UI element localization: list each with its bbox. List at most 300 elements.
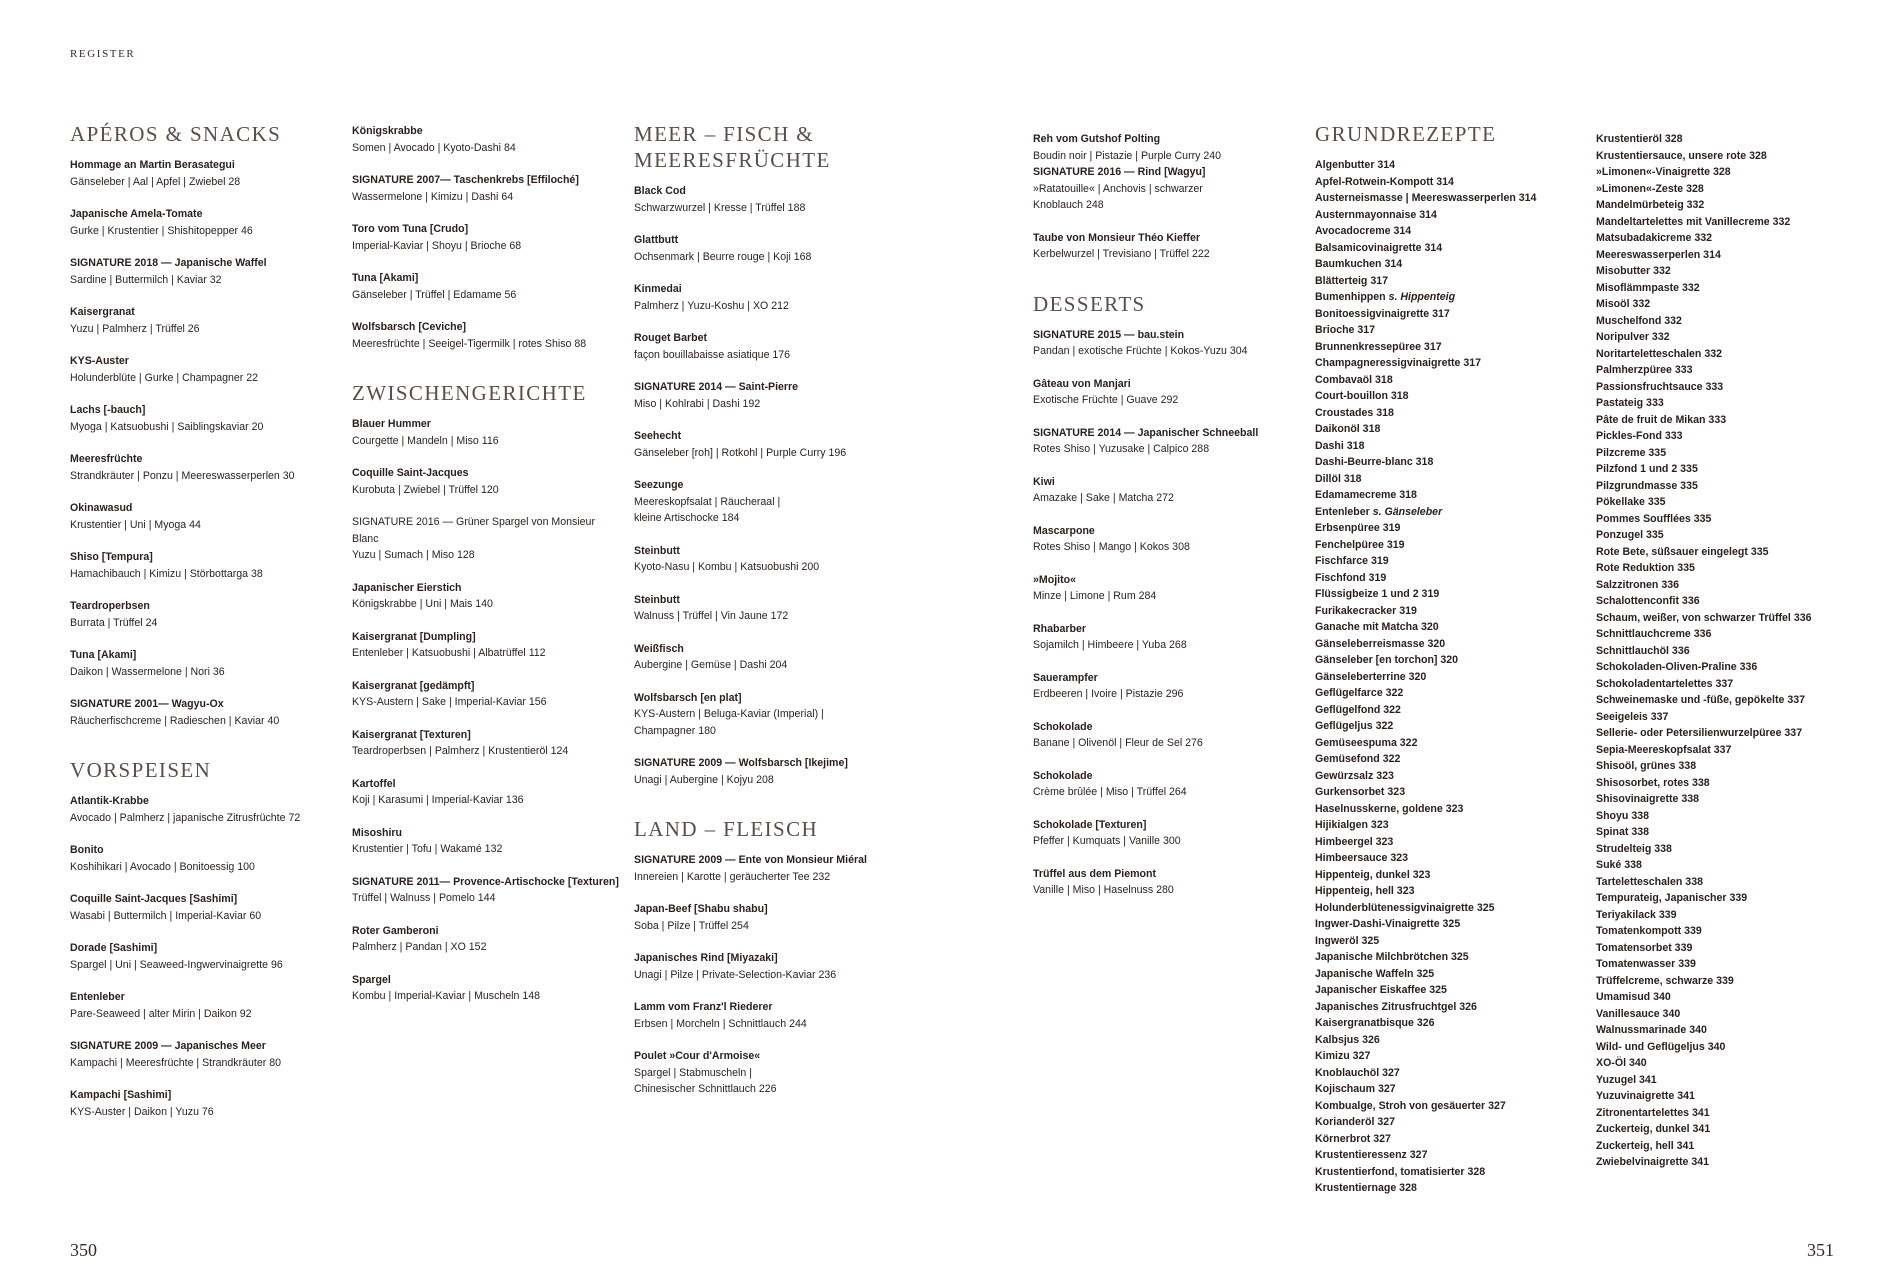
section-gap <box>1033 279 1305 291</box>
recipe-list-item: Himbeersauce 323 <box>1315 852 1409 864</box>
entry-ingredients: Koji | Karasumi | Imperial-Kaviar 136 <box>352 794 524 806</box>
entry-ingredients: Räucherfischcreme | Radieschen | Kaviar 40 <box>70 714 280 727</box>
recipe-list-item: Yuzuvinaigrette 341 <box>1596 1090 1695 1102</box>
recipe-list-item: Hippenteig, dunkel 323 <box>1315 868 1431 881</box>
recipe-list-item: Mandeltartelettes mit Vanillecreme 332 <box>1596 215 1791 228</box>
recipe-list-item: Kaisergranatbisque 326 <box>1315 1017 1435 1029</box>
entry-ingredients: Erbsen | Morcheln | Schnittlauch 244 <box>634 1017 807 1030</box>
recipe-list-item: Krustentiersauce, unsere rote 328 <box>1596 149 1767 162</box>
entry-ingredients: Vanille | Miso | Haselnuss 280 <box>1033 884 1174 896</box>
index-entry <box>634 852 906 885</box>
recipe-list-item: Croustades 318 <box>1315 406 1394 419</box>
recipe-list-item: Geflügelfond 322 <box>1315 703 1401 716</box>
section-gap <box>70 745 342 757</box>
entry-ingredients: Daikon | Wassermelone | Nori 36 <box>70 665 225 678</box>
entry-title: Toro vom Tuna [Crudo] <box>352 223 469 235</box>
index-entry <box>70 647 342 680</box>
recipe-list-item: Rote Bete, süßsauer eingelegt 335 <box>1596 545 1769 558</box>
recipe-list-item: Schokoladen-Oliven-Praline 336 <box>1596 661 1758 673</box>
entry-ingredients: Yuzu | Sumach | Miso 128 <box>352 549 475 561</box>
entry-title: Atlantik-Krabbe <box>70 795 149 807</box>
recipe-list-item: Noritarteletteschalen 332 <box>1596 347 1723 360</box>
recipe-list-item: Misobutter 332 <box>1596 265 1671 277</box>
entry-ingredients: KYS-Austern | Beluga-Kaviar (Imperial) | <box>634 708 824 720</box>
entry-ingredients: Pfeffer | Kumquats | Vanille 300 <box>1033 835 1181 847</box>
entry-title: Kaisergranat [Dumpling] <box>352 630 476 643</box>
entry-title: Poulet »Cour d'Armoise« <box>634 1050 761 1062</box>
entry-title: SIGNATURE 2009 — Wolfsbarsch [Ikejime] <box>634 757 848 769</box>
entry-ingredients: Walnuss | Trüffel | Vin Jaune 172 <box>634 610 789 622</box>
index-entry <box>634 592 906 625</box>
entry-ingredients: Schwarzwurzel | Kresse | Trüffel 188 <box>634 201 806 214</box>
section-title: MEER – FISCH & MEERESFRÜCHTE <box>634 122 831 172</box>
entry-title: Trüffel aus dem Piemont <box>1033 867 1157 880</box>
recipe-list-item: Tomatenwasser 339 <box>1596 958 1696 970</box>
entry-title: SIGNATURE 2014 — Japanischer Schneeball <box>1033 426 1259 439</box>
index-entry <box>70 304 342 337</box>
entry-title: Spargel <box>352 973 391 986</box>
recipe-list-item: Pickles-Fond 333 <box>1596 430 1683 442</box>
recipe-list-item: Fischfond 319 <box>1315 571 1387 584</box>
recipe-list-item: Austernmayonnaise 314 <box>1315 208 1437 221</box>
recipe-list-item: Sepia-Meereskopfsalat 337 <box>1596 743 1732 756</box>
recipe-list-item: Geflügeljus 322 <box>1315 720 1394 732</box>
entry-title: Coquille Saint-Jacques <box>352 467 469 479</box>
recipe-list-item: Sellerie- oder Petersilienwurzelpüree 337 <box>1596 727 1803 739</box>
index-entry <box>1033 817 1305 850</box>
index-entry <box>634 428 906 461</box>
recipe-list-item: Dashi-Beurre-blanc 318 <box>1315 456 1434 468</box>
recipe-list-item: Misoflämmpaste 332 <box>1596 281 1700 294</box>
index-entry <box>634 901 906 934</box>
index-entry <box>352 825 624 858</box>
recipe-list-item: Dillöl 318 <box>1315 472 1362 485</box>
index-column-1 <box>70 121 342 1136</box>
entry-title: Japan-Beef [Shabu shabu] <box>634 903 768 915</box>
index-entry <box>352 629 624 662</box>
index-column-6 <box>1596 131 1868 1171</box>
index-entry <box>1033 670 1305 703</box>
entry-title: Schokolade <box>1033 769 1093 782</box>
entry-ingredients: Trüffel | Walnuss | Pomelo 144 <box>352 892 496 904</box>
index-entry <box>352 727 624 760</box>
entry-title: Misoshiru <box>352 826 403 839</box>
section-title: APÉROS & SNACKS <box>70 122 282 146</box>
entry-ingredients: façon bouillabaisse asiatique 176 <box>634 348 791 361</box>
index-entry <box>1033 327 1305 360</box>
entry-ingredients: Kampachi | Meeresfrüchte | Strandkräuter 80 <box>70 1056 282 1069</box>
recipe-list-item: Himbeergel 323 <box>1315 835 1394 848</box>
entry-ingredients: Aubergine | Gemüse | Dashi 204 <box>634 659 788 671</box>
entry-ingredients: Palmherz | Yuzu-Koshu | XO 212 <box>634 299 789 312</box>
section-title: GRUNDREZEPTE <box>1315 122 1497 146</box>
recipe-list-item: Tempurateig, Japanischer 339 <box>1596 892 1748 904</box>
entry-title: Steinbutt <box>634 544 680 557</box>
index-entry <box>70 549 342 582</box>
entry-ingredients: KYS-Auster | Daikon | Yuzu 76 <box>70 1105 214 1118</box>
entry-title: Meeresfrüchte <box>70 453 143 465</box>
entry-title: Mascarpone <box>1033 524 1095 537</box>
recipe-list-item: Gurkensorbet 323 <box>1315 786 1406 798</box>
section-title: ZWISCHENGERICHTE <box>352 381 587 405</box>
entry-ingredients: Entenleber | Katsuobushi | Albatrüffel 112 <box>352 647 546 659</box>
recipe-list-item: Algenbutter 314 <box>1315 159 1396 171</box>
index-column-3 <box>634 121 906 1114</box>
entry-title: Wolfsbarsch [en plat] <box>634 691 742 704</box>
recipe-list-item: Palmherzpüree 333 <box>1596 364 1693 376</box>
recipe-list-item: Champagneressigvinaigrette 317 <box>1315 357 1482 369</box>
recipe-list-item: Matsubadakicreme 332 <box>1596 232 1713 244</box>
entry-title: Kaisergranat <box>70 306 135 318</box>
recipe-list-item: Gänseleberterrine 320 <box>1315 670 1427 683</box>
entry-ingredients: Crème brûlée | Miso | Trüffel 264 <box>1033 786 1187 798</box>
entry-title: Blauer Hummer <box>352 418 431 430</box>
index-entry <box>634 641 906 674</box>
entry-title: Kaisergranat [Texturen] <box>352 728 471 741</box>
index-entry <box>70 793 342 826</box>
entry-ingredients: Gänseleber | Aal | Apfel | Zwiebel 28 <box>70 175 241 188</box>
recipe-list <box>1596 131 1868 1171</box>
index-entry <box>352 678 624 711</box>
entry-ingredients: Innereien | Karotte | geräucherter Tee 232 <box>634 870 831 883</box>
entry-title: Lachs [-bauch] <box>70 404 146 416</box>
entry-title: Königskrabbe <box>352 125 423 137</box>
entry-ingredients: Pandan | exotische Früchte | Kokos-Yuzu 304 <box>1033 345 1248 357</box>
page-number-left: 350 <box>70 1240 97 1260</box>
entry-ingredients: Banane | Olivenöl | Fleur de Sel 276 <box>1033 737 1203 749</box>
recipe-list-item: Avocadocreme 314 <box>1315 225 1412 237</box>
section-gap <box>634 804 906 816</box>
recipe-list-item: Erbsenpüree 319 <box>1315 522 1401 534</box>
index-entry <box>70 500 342 533</box>
entry-title: Dorade [Sashimi] <box>70 942 158 954</box>
recipe-list-item: Gänseleber [en torchon] 320 <box>1315 654 1459 666</box>
index-entry <box>634 281 906 314</box>
recipe-list <box>1315 157 1587 1197</box>
recipe-list-item: Ingweröl 325 <box>1315 934 1380 947</box>
entry-ingredients: Krustentier | Tofu | Wakamé 132 <box>352 843 503 855</box>
entry-title: Lamm vom Franz'l Riederer <box>634 1001 773 1013</box>
entry-ingredients: Boudin noir | Pistazie | Purple Curry 240 <box>1033 149 1222 162</box>
recipe-list-item: Kombualge, Stroh von gesäuerter 327 <box>1315 1099 1506 1112</box>
entry-ingredients: Yuzu | Palmherz | Trüffel 26 <box>70 322 200 335</box>
entry-ingredients: Koshihikari | Avocado | Bonitoessig 100 <box>70 860 255 873</box>
recipe-list-item: Shisoöl, grünes 338 <box>1596 760 1697 772</box>
recipe-list-item: Blätterteig 317 <box>1315 274 1389 287</box>
recipe-list-item: Japanischer Eiskaffee 325 <box>1315 984 1447 996</box>
entry-title: Japanischer Eierstich <box>352 581 462 594</box>
recipe-list-item: Pâte de fruit de Mikan 333 <box>1596 413 1727 426</box>
entry-title: Kiwi <box>1033 475 1055 488</box>
entry-title: Taube von Monsieur Théo Kieffer <box>1033 231 1200 244</box>
recipe-list-item: XO-Öl 340 <box>1596 1057 1647 1069</box>
entry-ingredients: Spargel | Stabmuscheln | <box>634 1066 752 1079</box>
recipe-list-item: »Limonen«-Zeste 328 <box>1596 182 1704 195</box>
entry-title: Tuna [Akami] <box>70 649 137 661</box>
entry-title: Seezunge <box>634 479 684 491</box>
recipe-list-item: Bumenhippen s. Hippenteig <box>1315 291 1456 303</box>
recipe-list-item: Vanillesauce 340 <box>1596 1007 1681 1020</box>
recipe-list-item: Pilzcreme 335 <box>1596 446 1667 459</box>
entry-ingredients: Holunderblüte | Gurke | Champagner 22 <box>70 371 259 384</box>
recipe-list-item: Spinat 338 <box>1596 826 1649 838</box>
entry-title: Seehecht <box>634 430 682 442</box>
recipe-list-item: Walnussmarinade 340 <box>1596 1024 1707 1036</box>
index-entry <box>1033 376 1305 409</box>
entry-title: Japanisches Rind [Miyazaki] <box>634 952 778 964</box>
entry-ingredients: Hamachibauch | Kimizu | Störbottarga 38 <box>70 567 263 580</box>
entry-title: KYS-Auster <box>70 355 129 367</box>
recipe-list-item: Balsamicovinaigrette 314 <box>1315 241 1443 254</box>
recipe-list-item: Knoblauchöl 327 <box>1315 1066 1400 1079</box>
entry-title: Roter Gamberoni <box>352 924 439 937</box>
entry-title: Schokolade <box>1033 720 1093 733</box>
recipe-list-item: Yuzugel 341 <box>1596 1073 1657 1086</box>
entry-ingredients: Kurobuta | Zwiebel | Trüffel 120 <box>352 483 499 496</box>
index-entry <box>1033 425 1305 458</box>
entry-ingredients: Kyoto-Nasu | Kombu | Katsuobushi 200 <box>634 561 820 573</box>
entry-title: SIGNATURE 2009 — Ente von Monsieur Miéral <box>634 854 867 866</box>
recipe-list-item: Edamamecreme 318 <box>1315 489 1417 501</box>
index-entry <box>634 690 906 740</box>
index-entry <box>352 580 624 613</box>
index-entry <box>70 891 342 924</box>
entry-ingredients: Champagner 180 <box>634 724 716 737</box>
index-entry <box>634 755 906 788</box>
entry-ingredients: Kombu | Imperial-Kaviar | Muscheln 148 <box>352 990 541 1002</box>
index-entry <box>70 1038 342 1071</box>
index-entry <box>70 940 342 973</box>
index-entry <box>70 696 342 729</box>
entry-ingredients: kleine Artischocke 184 <box>634 512 740 524</box>
recipe-list-item: Zuckerteig, hell 341 <box>1596 1139 1695 1152</box>
entry-title: SIGNATURE 2011— Provence-Artischocke [Texturen] <box>352 875 619 888</box>
recipe-list-item: Pommes Soufflées 335 <box>1596 512 1712 525</box>
recipe-list-item: Krustentiernage 328 <box>1315 1182 1417 1194</box>
index-entry <box>352 270 624 303</box>
index-entry <box>70 206 342 239</box>
entry-ingredients: Meereskopfsalat | Räucheraal | <box>634 495 781 508</box>
entry-title: Kaisergranat [gedämpft] <box>352 679 475 692</box>
section-title: LAND – FLEISCH <box>634 817 819 841</box>
index-entry <box>634 950 906 983</box>
index-entry <box>634 379 906 412</box>
entry-title: SIGNATURE 2001— Wagyu-Ox <box>70 698 224 710</box>
recipe-list-item: Gewürzsalz 323 <box>1315 769 1394 782</box>
recipe-list-item: Japanische Milchbrötchen 325 <box>1315 951 1469 963</box>
entry-ingredients: Knoblauch 248 <box>1033 199 1104 211</box>
index-entry <box>1033 230 1305 263</box>
index-entry <box>1033 131 1305 214</box>
entry-ingredients: Wasabi | Buttermilch | Imperial-Kaviar 60 <box>70 909 262 922</box>
entry-title: Kampachi [Sashimi] <box>70 1089 172 1101</box>
index-entry <box>634 183 906 216</box>
index-entry <box>352 972 624 1005</box>
recipe-list-item: Schnittlauchcreme 336 <box>1596 628 1712 640</box>
index-column-2 <box>352 123 624 1021</box>
entry-title: Kartoffel <box>352 777 396 790</box>
recipe-list-item: Shoyu 338 <box>1596 809 1649 822</box>
entry-ingredients: KYS-Austern | Sake | Imperial-Kaviar 156 <box>352 696 547 708</box>
index-entry <box>1033 474 1305 507</box>
index-entry <box>1033 523 1305 556</box>
index-entry <box>70 255 342 288</box>
entry-ingredients: Rotes Shiso | Yuzusake | Calpico 288 <box>1033 443 1210 455</box>
recipe-list-item: Mandelmürbeteig 332 <box>1596 199 1705 211</box>
entry-ingredients: Teardroperbsen | Palmherz | Krustentieröl 124 <box>352 745 569 757</box>
entry-title: SIGNATURE 2007— Taschenkrebs [Effiloché] <box>352 174 579 186</box>
recipe-list-item: Trüffelcreme, schwarze 339 <box>1596 974 1734 987</box>
recipe-list-item: Misoöl 332 <box>1596 298 1651 310</box>
index-entry <box>352 776 624 809</box>
recipe-list-item: Tarteletteschalen 338 <box>1596 875 1703 888</box>
page-number-right: 351 <box>1807 1240 1834 1260</box>
index-entry <box>352 416 624 449</box>
entry-ingredients: Sojamilch | Himbeere | Yuba 268 <box>1033 639 1187 651</box>
recipe-list-item: Baumkuchen 314 <box>1315 258 1403 270</box>
index-entry <box>70 353 342 386</box>
entry-title: SIGNATURE 2018 — Japanische Waffel <box>70 257 267 269</box>
recipe-list-item: Schalottenconfit 336 <box>1596 595 1700 607</box>
index-entry <box>70 1087 342 1120</box>
entry-ingredients: Burrata | Trüffel 24 <box>70 616 158 629</box>
recipe-list-item: Krustentierfond, tomatisierter 328 <box>1315 1165 1486 1178</box>
index-entry <box>70 451 342 484</box>
entry-ingredients: Avocado | Palmherz | japanische Zitrusfrüchte 72 <box>70 811 301 824</box>
running-head: REGISTER <box>70 48 136 60</box>
index-entry <box>352 465 624 498</box>
index-entry <box>352 514 624 564</box>
index-entry <box>1033 719 1305 752</box>
entry-title: Wolfsbarsch [Ceviche] <box>352 321 467 333</box>
recipe-list-item: Ganache mit Matcha 320 <box>1315 621 1439 633</box>
entry-ingredients: Chinesischer Schnittlauch 226 <box>634 1083 777 1095</box>
entry-title: Coquille Saint-Jacques [Sashimi] <box>70 893 238 905</box>
entry-ingredients: Minze | Limone | Rum 284 <box>1033 590 1157 602</box>
entry-title: Japanische Amela-Tomate <box>70 208 203 220</box>
recipe-list-item: Schweinemaske und -füße, gepökelte 337 <box>1596 694 1805 706</box>
recipe-list-item: Pilzgrundmasse 335 <box>1596 479 1698 492</box>
recipe-list-item: Fischfarce 319 <box>1315 555 1389 567</box>
entry-ingredients: Kerbelwurzel | Trevisiano | Trüffel 222 <box>1033 248 1210 260</box>
recipe-list-item: Krustentieröl 328 <box>1596 133 1683 145</box>
recipe-list-item: Holunderblütenessigvinaigrette 325 <box>1315 901 1495 914</box>
entry-title: SIGNATURE 2014 — Saint-Pierre <box>634 381 799 393</box>
entry-title: Black Cod <box>634 185 686 197</box>
recipe-list-item: Bonitoessigvinaigrette 317 <box>1315 307 1450 320</box>
entry-ingredients: Wassermelone | Kimizu | Dashi 64 <box>352 190 514 203</box>
index-entry <box>1033 866 1305 899</box>
index-entry <box>634 543 906 576</box>
recipe-list-item: Wild- und Geflügeljus 340 <box>1596 1040 1726 1053</box>
index-entry <box>70 842 342 875</box>
index-entry <box>352 923 624 956</box>
entry-ingredients: Meeresfrüchte | Seeigel-Tigermilk | rotes Shiso 88 <box>352 337 587 350</box>
entry-ingredients: »Ratatouille« | Anchovis | schwarzer <box>1033 182 1203 195</box>
entry-ingredients: Exotische Früchte | Guave 292 <box>1033 394 1179 406</box>
section-gap <box>352 368 624 380</box>
entry-title: Sauerampfer <box>1033 671 1098 684</box>
entry-ingredients: Courgette | Mandeln | Miso 116 <box>352 434 499 447</box>
index-entry <box>1033 572 1305 605</box>
recipe-list-item: Zuckerteig, dunkel 341 <box>1596 1123 1711 1135</box>
index-entry <box>634 232 906 265</box>
entry-ingredients: Rotes Shiso | Mango | Kokos 308 <box>1033 541 1190 553</box>
entry-ingredients: Imperial-Kaviar | Shoyu | Brioche 68 <box>352 239 522 252</box>
recipe-list-item: Pastateig 333 <box>1596 397 1664 409</box>
recipe-list-item: Noripulver 332 <box>1596 331 1670 343</box>
recipe-list-item: Tomatensorbet 339 <box>1596 941 1693 954</box>
entry-title: SIGNATURE 2015 — bau.stein <box>1033 328 1185 341</box>
entry-ingredients: Soba | Pilze | Trüffel 254 <box>634 919 749 932</box>
index-entry <box>634 1048 906 1098</box>
recipe-list-item: Pilzfond 1 und 2 335 <box>1596 463 1698 475</box>
entry-title: Teardroperbsen <box>70 600 150 612</box>
entry-title: SIGNATURE 2016 — Rind [Wagyu] <box>1033 166 1206 178</box>
entry-title: SIGNATURE 2009 — Japanisches Meer <box>70 1040 266 1052</box>
recipe-list-item: Austerneismasse | Meereswasserperlen 314 <box>1315 192 1537 204</box>
entry-ingredients: Strandkräuter | Ponzu | Meereswasserperlen 30 <box>70 469 295 482</box>
recipe-list-item: Court-bouillon 318 <box>1315 390 1409 402</box>
entry-title: Bonito <box>70 844 104 856</box>
recipe-list-item: Muschelfond 332 <box>1596 314 1682 327</box>
entry-title: Okinawasud <box>70 502 133 514</box>
recipe-list-item: Entenleber s. Gänseleber <box>1315 505 1443 518</box>
entry-title: Hommage an Martin Berasategui <box>70 159 235 171</box>
recipe-list-item: Umamisud 340 <box>1596 991 1671 1003</box>
entry-title: »Mojito« <box>1033 573 1076 586</box>
recipe-list-item: Shisosorbet, rotes 338 <box>1596 776 1710 789</box>
entry-title: Weißfisch <box>634 642 684 655</box>
entry-ingredients: Palmherz | Pandan | XO 152 <box>352 941 487 953</box>
recipe-list-item: Suké 338 <box>1596 859 1642 871</box>
cross-reference: s. Gänseleber <box>1372 505 1443 518</box>
entry-ingredients: Myoga | Katsuobushi | Saiblingskaviar 20 <box>70 420 264 433</box>
recipe-list-item: Flüssigbeize 1 und 2 319 <box>1315 588 1440 600</box>
entry-ingredients: Miso | Kohlrabi | Dashi 192 <box>634 397 761 410</box>
entry-title: Gâteau von Manjari <box>1033 377 1131 390</box>
recipe-list-item: Brioche 317 <box>1315 324 1376 336</box>
index-entry <box>634 999 906 1032</box>
entry-title: Rouget Barbet <box>634 332 707 344</box>
index-entry <box>352 319 624 352</box>
entry-ingredients: Sardine | Buttermilch | Kaviar 32 <box>70 273 222 286</box>
recipe-list-item: Körnerbrot 327 <box>1315 1132 1391 1145</box>
recipe-list-item: Kojischaum 327 <box>1315 1083 1396 1095</box>
recipe-list-item: Zitronentartelettes 341 <box>1596 1106 1710 1119</box>
section-title: VORSPEISEN <box>70 758 212 782</box>
recipe-list-item: Brunnenkressepüree 317 <box>1315 340 1442 353</box>
index-entry <box>352 172 624 205</box>
entry-ingredients: Somen | Avocado | Kyoto-Dashi 84 <box>352 141 516 154</box>
recipe-list-item: Teriyakilack 339 <box>1596 908 1677 921</box>
index-entry <box>352 123 624 156</box>
recipe-list-item: Tomatenkompott 339 <box>1596 925 1702 937</box>
recipe-list-item: Schaum, weißer, von schwarzer Trüffel 336 <box>1596 611 1812 624</box>
cross-reference: s. Hippenteig <box>1388 291 1456 303</box>
recipe-list-item: Rote Reduktion 335 <box>1596 562 1695 574</box>
recipe-list-item: Dashi 318 <box>1315 439 1365 452</box>
recipe-list-item: Gemüseespuma 322 <box>1315 736 1418 749</box>
entry-title: Steinbutt <box>634 593 680 606</box>
entry-ingredients: Gurke | Krustentier | Shishitopepper 46 <box>70 224 253 237</box>
index-column-5 <box>1315 121 1587 1197</box>
recipe-list-item: Hippenteig, hell 323 <box>1315 885 1415 897</box>
entry-ingredients: Spargel | Uni | Seaweed-Ingwervinaigrette 96 <box>70 958 283 971</box>
recipe-list-item: Ingwer-Dashi-Vinaigrette 325 <box>1315 918 1461 930</box>
index-entry <box>70 598 342 631</box>
recipe-list-item: Daikonöl 318 <box>1315 423 1381 435</box>
